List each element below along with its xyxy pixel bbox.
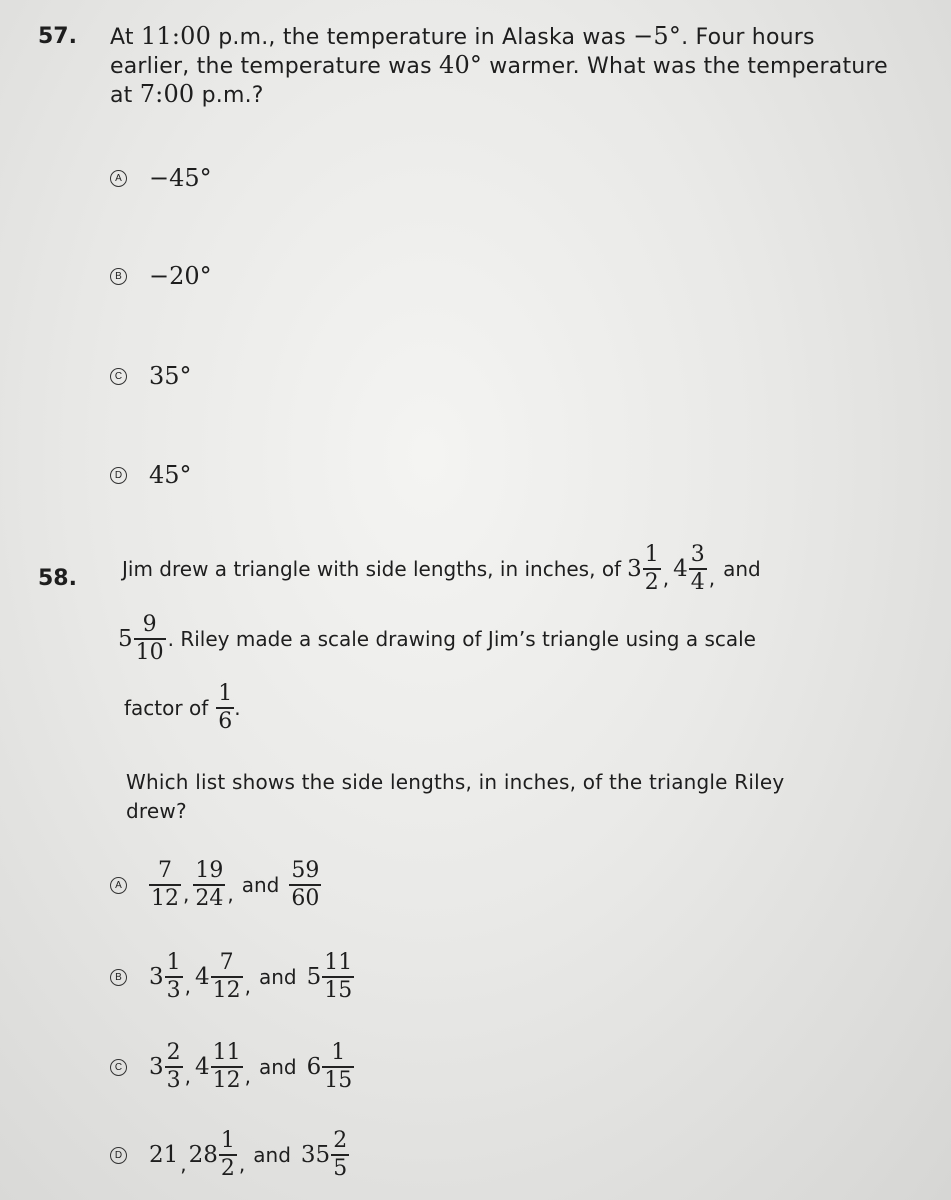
question-stem-line-2: 5 $\frac{9}{10}$ . Riley made a scale drawing of Jim’s triangle using a scale [118,612,756,665]
choice-b[interactable] [110,262,212,290]
choice-mixed-number: 3 $\frac{1}{3}$ [149,950,181,1003]
question-stem-line-1: Jim drew a triangle with side lengths, in inches, of 3 $\frac{1}{2}$ , 4 $\frac{3}{4}$ , and [122,542,761,595]
choice-fraction: $\frac{7}{12}$ [151,858,179,911]
question-stem-line-3: at 7:00 p.m.? [110,80,264,108]
side-length-1: 3 $\frac{1}{2}$ [627,542,659,595]
choice-c[interactable] [110,362,192,390]
choice-d[interactable]: D 21 , 28 $\frac{1}{2}$ , and 35 $\frac{2}{5}$ [110,1128,349,1182]
question-prompt-line-1: Which list shows the side lengths, in inches, of the triangle Riley [126,770,785,794]
choice-d[interactable] [110,461,192,489]
choice-value: 45° [149,461,192,489]
choice-letter-badge[interactable]: B [110,969,127,986]
choice-mixed-number: 4 $\frac{7}{12}$ [195,950,241,1003]
choice-letter-badge[interactable]: A [110,170,127,187]
side-length-3: 5 $\frac{9}{10}$ [118,612,164,665]
choice-mixed-number: 28 $\frac{1}{2}$ [188,1128,235,1181]
choice-letter-badge[interactable]: A [110,877,127,894]
scale-factor: $\frac{1}{6}$ [218,681,233,734]
choice-mixed-number: 35 $\frac{2}{5}$ [300,1128,348,1181]
choice-a[interactable] [110,164,212,192]
choice-letter-badge[interactable]: B [110,268,127,285]
choice-letter-badge[interactable]: D [110,467,127,484]
question-number: 57. [38,24,77,49]
choice-fraction: $\frac{59}{60}$ [291,858,320,911]
choice-mixed-number: 5 $\frac{11}{15}$ [306,950,353,1003]
choice-c[interactable]: C 3 $\frac{2}{3}$ , 4 $\frac{11}{12}$ , and 6 $\frac{1}{15}$ [110,1040,354,1094]
choice-value: −45° [149,164,212,192]
choice-a[interactable]: A $\frac{7}{12}$ , $\frac{19}{24}$ , and $\frac{59}{60}$ [110,858,321,912]
choice-letter-badge[interactable]: D [110,1147,127,1164]
choice-whole-number: 21 [149,1142,179,1168]
question-stem-line-1: At 11:00 p.m., the temperature in Alaska was −5°. Four hours [110,22,815,50]
choice-mixed-number: 6 $\frac{1}{15}$ [306,1040,353,1093]
question-prompt-line-2: drew? [126,799,187,823]
choice-b[interactable]: B 3 $\frac{1}{3}$ , 4 $\frac{7}{12}$ , and 5 $\frac{11}{15}$ [110,950,354,1004]
choice-value: −20° [149,262,212,290]
question-number: 58. [38,566,77,591]
choice-mixed-number: 3 $\frac{2}{3}$ [149,1040,181,1093]
choice-fraction: $\frac{19}{24}$ [195,858,224,911]
question-stem-line-2: earlier, the temperature was 40° warmer. What was the temperature [110,51,888,79]
choice-value: 35° [149,362,192,390]
choice-mixed-number: 4 $\frac{11}{12}$ [195,1040,241,1093]
side-length-2: 4 $\frac{3}{4}$ [673,542,705,595]
choice-letter-badge[interactable]: C [110,368,127,385]
choice-letter-badge[interactable]: C [110,1059,127,1076]
question-stem-line-3: factor of $\frac{1}{6}$ . [124,681,241,734]
